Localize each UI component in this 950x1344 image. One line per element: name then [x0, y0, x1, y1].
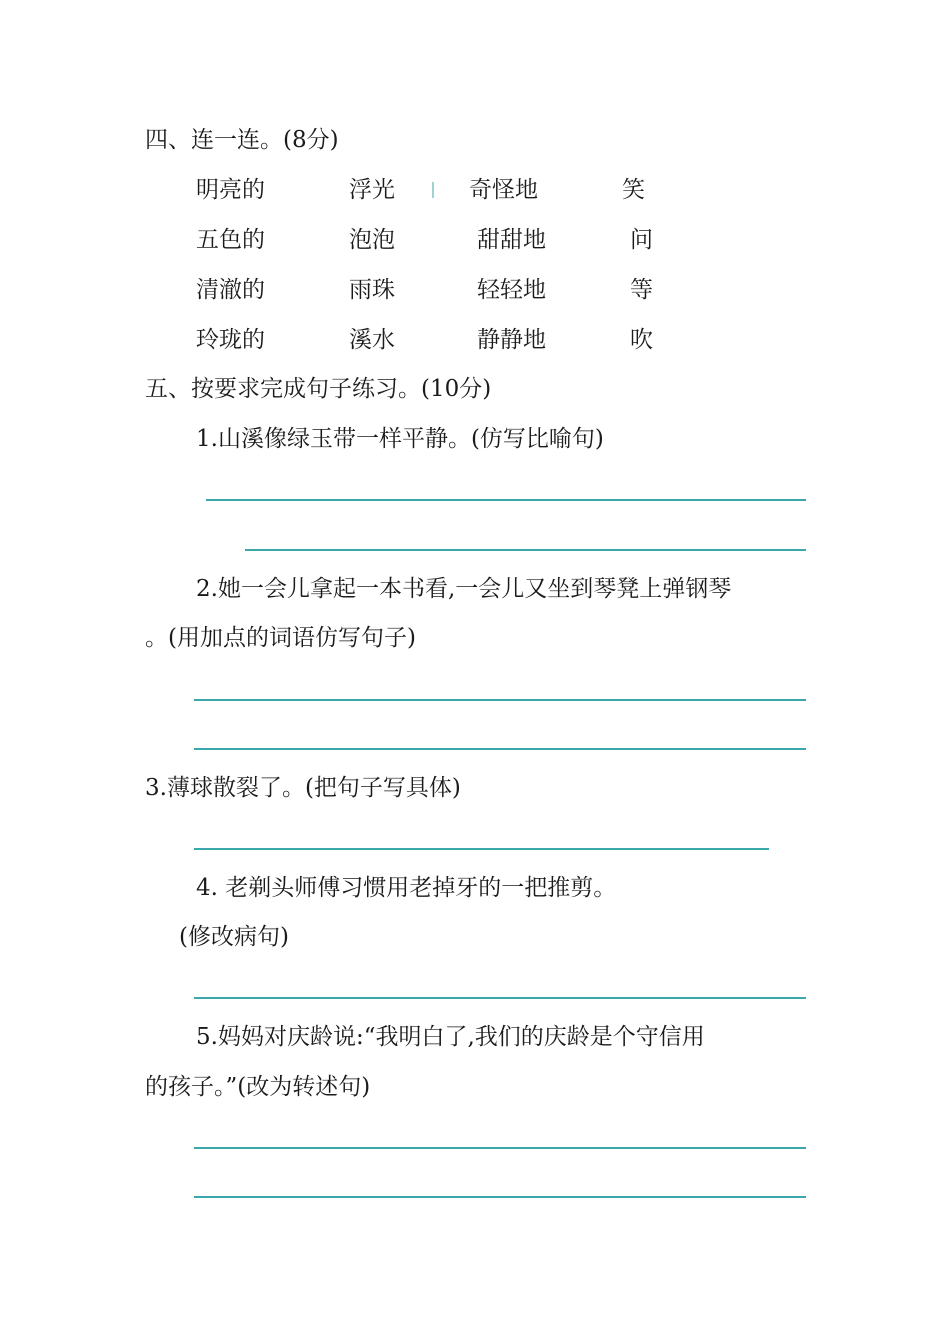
- answer-line[interactable]: [194, 997, 806, 999]
- question-5-line2: 的孩子。”(改为转述句): [145, 1074, 371, 1100]
- answer-line[interactable]: [194, 699, 806, 701]
- match-verb-item[interactable]: 问: [630, 227, 653, 253]
- answer-line[interactable]: [194, 848, 769, 850]
- match-left-item[interactable]: 清澈的: [196, 277, 265, 303]
- question-5-line1: 5.妈妈对庆龄说:“我明白了,我们的庆龄是个守信用: [196, 1024, 705, 1050]
- question-1: 1.山溪像绿玉带一样平静。(仿写比喻句): [196, 426, 604, 452]
- match-left-item[interactable]: 玲珑的: [196, 327, 265, 353]
- match-adverb-item[interactable]: 轻轻地: [477, 277, 546, 303]
- match-left-item[interactable]: 五色的: [196, 227, 265, 253]
- match-left-item[interactable]: 明亮的: [196, 177, 265, 203]
- match-verb-item[interactable]: 等: [630, 277, 653, 303]
- question-4-line1: 4. 老剃头师傅习惯用老掉牙的一把推剪。: [196, 875, 617, 901]
- match-noun-item[interactable]: 浮光: [349, 177, 395, 203]
- answer-line[interactable]: [194, 1147, 806, 1149]
- question-3: 3.薄球散裂了。(把句子写具体): [145, 775, 461, 801]
- question-2-line2: 。(用加点的词语仿写句子): [145, 625, 416, 651]
- question-4-line2: (修改病句): [179, 924, 289, 950]
- match-noun-item[interactable]: 溪水: [349, 327, 395, 353]
- section4-title: 四、连一连。(8分): [145, 127, 339, 153]
- match-adverb-item[interactable]: 奇怪地: [469, 177, 538, 203]
- answer-line[interactable]: [245, 549, 806, 551]
- match-verb-item[interactable]: 笑: [622, 177, 645, 203]
- match-noun-item[interactable]: 泡泡: [349, 227, 395, 253]
- match-noun-item[interactable]: 雨珠: [349, 277, 395, 303]
- question-2-line1: 2.她一会儿拿起一本书看,一会儿又坐到琴凳上弹钢琴: [196, 576, 732, 602]
- answer-line[interactable]: [194, 1196, 806, 1198]
- answer-line[interactable]: [194, 748, 806, 750]
- match-adverb-item[interactable]: 静静地: [477, 327, 546, 353]
- match-verb-item[interactable]: 吹: [630, 327, 653, 353]
- section5-title: 五、按要求完成句子练习。(10分): [145, 376, 492, 402]
- divider-mark: [432, 182, 434, 198]
- answer-line[interactable]: [206, 499, 806, 501]
- match-adverb-item[interactable]: 甜甜地: [477, 227, 546, 253]
